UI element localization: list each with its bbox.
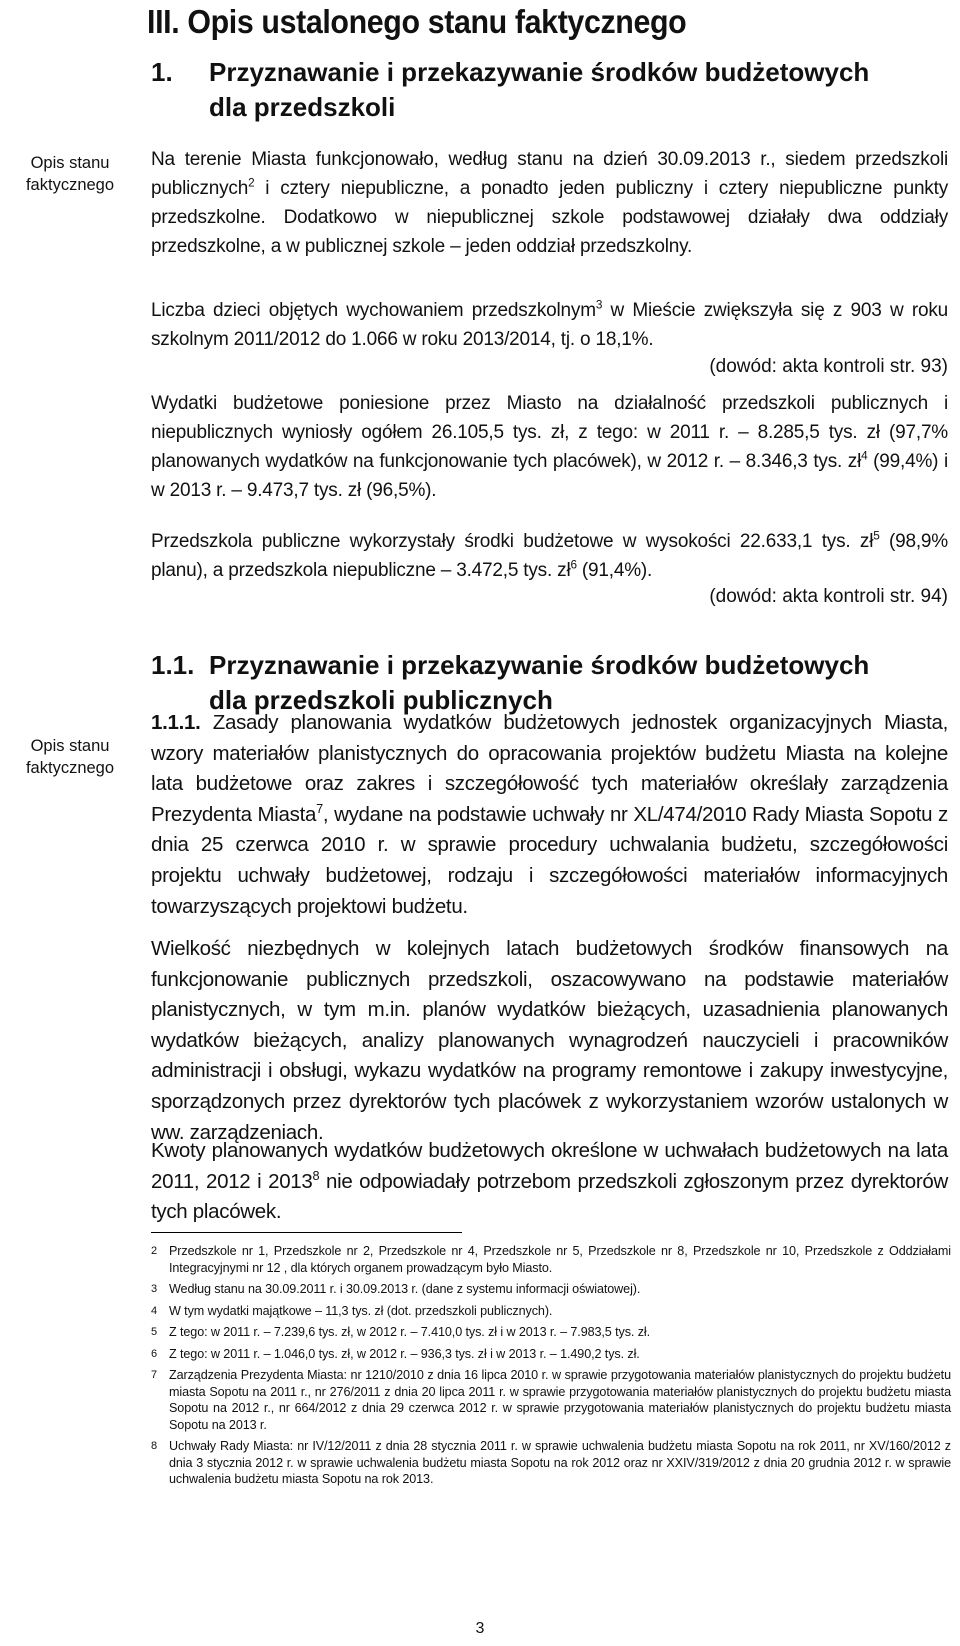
- footnote: [151, 1367, 951, 1433]
- footnote-ref[interactable]: 7: [316, 800, 323, 816]
- subsection-title: Przyznawanie i przekazywanie środków budżetowych: [209, 650, 870, 680]
- footnote-number: 6: [151, 1347, 158, 1360]
- paragraph: [151, 296, 948, 354]
- paragraph-text: Zasady planowania wydatków budżetowych jednostek organizacyjnych Miasta, wzory materiałów planistycznych do opracowania projektów budżetu Miasta na kolejne lata budżetowe oraz zakres i szczegółowość tych materiałów określały zarządzenia Prezydenta Miasta: [151, 711, 948, 826]
- paragraph: Wielkość niezbędnych w kolejnych latach budżetowych środków finansowych na funkcjonowanie publicznych przedszkoli, oszacowywano na podstawie materiałów planistycznych, w tym m.in. planów wydatków bieżących, uzasadnienia planowanych wydatków bieżących, analizy planowanych wynagrodzeń nauczycieli i pracowników administracji i obsługi, wykazu wydatków na programy remontowe i zakupy inwestycyjne, sporządzonych przez dyrektorów tych placówek z wykorzystaniem wzorów ustalonych w ww. zarządzeniach.: [151, 937, 948, 1144]
- paragraph-text: i cztery niepubliczne, a ponadto jeden publiczny i cztery niepubliczne punkty przedszkolne. Dodatkowo w niepublicznej szkole podstawowej działały dwa oddziały przedszkolne, a w publicznej szkole – jeden oddział przedszkolny.: [151, 178, 948, 257]
- footnote-number: 3: [151, 1283, 158, 1295]
- footnote-number: 7: [151, 1369, 158, 1381]
- margin-note-line: faktycznego: [25, 759, 115, 777]
- section-heading: [151, 55, 951, 125]
- footnote-ref[interactable]: 6: [570, 558, 577, 572]
- paragraph-text: Kwoty planowanych wydatków budżetowych określone w uchwałach budżetowych na lata 2011, 2012 i 2013: [151, 1139, 948, 1193]
- footnote-text: Z tego: w 2011 r. – 7.239,6 tys. zł, w 2012 r. – 7.410,0 tys. zł i w 2013 r. – 7.983,5 tys. zł.: [169, 1325, 650, 1339]
- paragraph-text: Wydatki budżetowe poniesione przez Miasto na działalność przedszkoli publicznych i niepublicznych wyniosły ogółem 26.105,5 tys. zł, z tego: w 2011 r. – 8.285,5 tys. zł (97,7% planowanych wydatków na funkcjonowanie tych placówek), w 2012 r. – 8.346,3 tys. zł: [151, 393, 948, 472]
- paragraph-text: (99,4%) i w 2013 r. – 9.473,7 tys. zł (96,5%).: [151, 451, 948, 501]
- margin-note-line: faktycznego: [25, 176, 115, 194]
- page-number: 3: [475, 1620, 485, 1637]
- paragraph: [151, 1136, 948, 1228]
- footnote-text: Przedszkole nr 1, Przedszkole nr 2, Przedszkole nr 4, Przedszkole nr 5, Przedszkole nr 8, Przedszkole nr 10, Przedszkole z Oddziałami Integracyjnymi nr 12 , dla których organem prowadzącym było Miasto.: [169, 1244, 951, 1275]
- margin-note-line: Opis stanu: [30, 737, 110, 755]
- margin-note-line: Opis stanu: [30, 154, 110, 172]
- footnote: [151, 1303, 951, 1320]
- margin-note: [6, 735, 134, 779]
- margin-note: [6, 152, 134, 196]
- paragraph-text: (91,4%).: [576, 560, 653, 581]
- footnote-ref[interactable]: 2: [248, 176, 255, 190]
- footnotes: [151, 1243, 951, 1493]
- subsubsection-number: 1.1.1.: [151, 711, 201, 734]
- footnote-text: Uchwały Rady Miasta: nr IV/12/2011 z dnia 28 stycznia 2011 r. w sprawie uchwalenia budżetu miasta Sopotu na rok 2011, nr XV/160/2012 z dnia 3 stycznia 2012 r. w sprawie uchwalenia budżetu miasta Sopotu na rok 2012 oraz nr XXIV/319/2012 z dnia 20 grudnia 2012 r. w sprawie uchwalenia budżetu miasta Sopotu na rok 2013.: [169, 1439, 951, 1486]
- evidence-note: (dowód: akta kontroli str. 94): [709, 586, 948, 607]
- footnote-text: Z tego: w 2011 r. – 1.046,0 tys. zł, w 2012 r. – 936,3 tys. zł i w 2013 r. – 1.490,2 tys. zł.: [169, 1346, 640, 1361]
- footnote-number: 4: [151, 1304, 158, 1317]
- chapter-heading: III. Opis ustalonego stanu faktycznego: [147, 3, 687, 40]
- paragraph: [151, 527, 948, 585]
- paragraph-text: nie odpowiadały potrzebom przedszkoli zgłoszonym przez dyrektorów tych placówek.: [151, 1169, 948, 1224]
- paragraph-text: w Mieście zwiększyła się z 903 w roku szkolnym 2011/2012 do 1.066 w roku 2013/2014, tj. o 18,1%.: [151, 300, 948, 350]
- footnote-ref[interactable]: 5: [873, 529, 880, 543]
- footnote-number: 5: [151, 1326, 158, 1338]
- footnote-ref[interactable]: 8: [312, 1167, 320, 1183]
- footnote-text: Zarządzenia Prezydenta Miasta: nr 1210/2010 z dnia 16 lipca 2010 r. w sprawie przygotowania materiałów planistycznych do projektu budżetu miasta Sopotu na 2011 r., nr 276/2011 z dnia 20 lipca 2011 r. w sprawie przygotowania materiałów planistycznych do projektu budżetu miasta Sopotu na 2012 r., nr 664/2012 z dnia 29 czerwca 2012 r. w sprawie przygotowania materiałów planistycznych do projektu budżetu miasta Sopotu na 2013 r.: [169, 1368, 951, 1432]
- footnote-number: 8: [151, 1440, 158, 1452]
- subsection-title-continuation: dla przedszkoli publicznych: [209, 685, 553, 715]
- footnote-number: 2: [151, 1245, 158, 1257]
- paragraph: [151, 708, 948, 922]
- evidence-note: (dowód: akta kontroli str. 93): [709, 356, 948, 377]
- subsection-number: 1.1.: [151, 650, 195, 680]
- footnote: [151, 1281, 951, 1298]
- section-title: Przyznawanie i przekazywanie środków budżetowych: [209, 57, 870, 87]
- footnote: [151, 1438, 951, 1488]
- footnote-separator: [151, 1232, 462, 1233]
- footnote: [151, 1324, 951, 1341]
- section-number: 1.: [151, 57, 173, 87]
- footnote: [151, 1243, 951, 1276]
- section-title-continuation: dla przedszkoli: [209, 92, 396, 122]
- footnote: [151, 1346, 951, 1363]
- paragraph-text: (98,9% planu), a przedszkola niepubliczne – 3.472,5 tys. zł: [151, 531, 948, 581]
- footnote-ref[interactable]: 3: [595, 298, 603, 312]
- footnote-text: Według stanu na 30.09.2011 r. i 30.09.2013 r. (dane z systemu informacji oświatowej).: [169, 1282, 641, 1296]
- paragraph-text: Przedszkola publiczne wykorzystały środki budżetowe w wysokości 22.633,1 tys. zł: [151, 531, 874, 552]
- paragraph-text: Liczba dzieci objętych wychowaniem przedszkolnym: [151, 300, 596, 321]
- paragraph-text: Na terenie Miasta funkcjonowało, według stanu na dzień 30.09.2013 r., siedem przedszkoli publicznych: [151, 149, 948, 199]
- footnote-ref[interactable]: 4: [861, 449, 868, 463]
- footnote-text: W tym wydatki majątkowe – 11,3 tys. zł (dot. przedszkoli publicznych).: [169, 1303, 553, 1318]
- paragraph-text: , wydane na podstawie uchwały nr XL/474/2010 Rady Miasta Sopotu z dnia 25 czerwca 2010 r. w sprawie procedury uchwalania budżetu, szczegółowości projektu uchwały budżetowej, rodzaju i szczegółowości materiałów informacyjnych towarzyszących projektowi budżetu.: [151, 802, 948, 918]
- paragraph: [151, 389, 948, 505]
- paragraph: [151, 145, 948, 261]
